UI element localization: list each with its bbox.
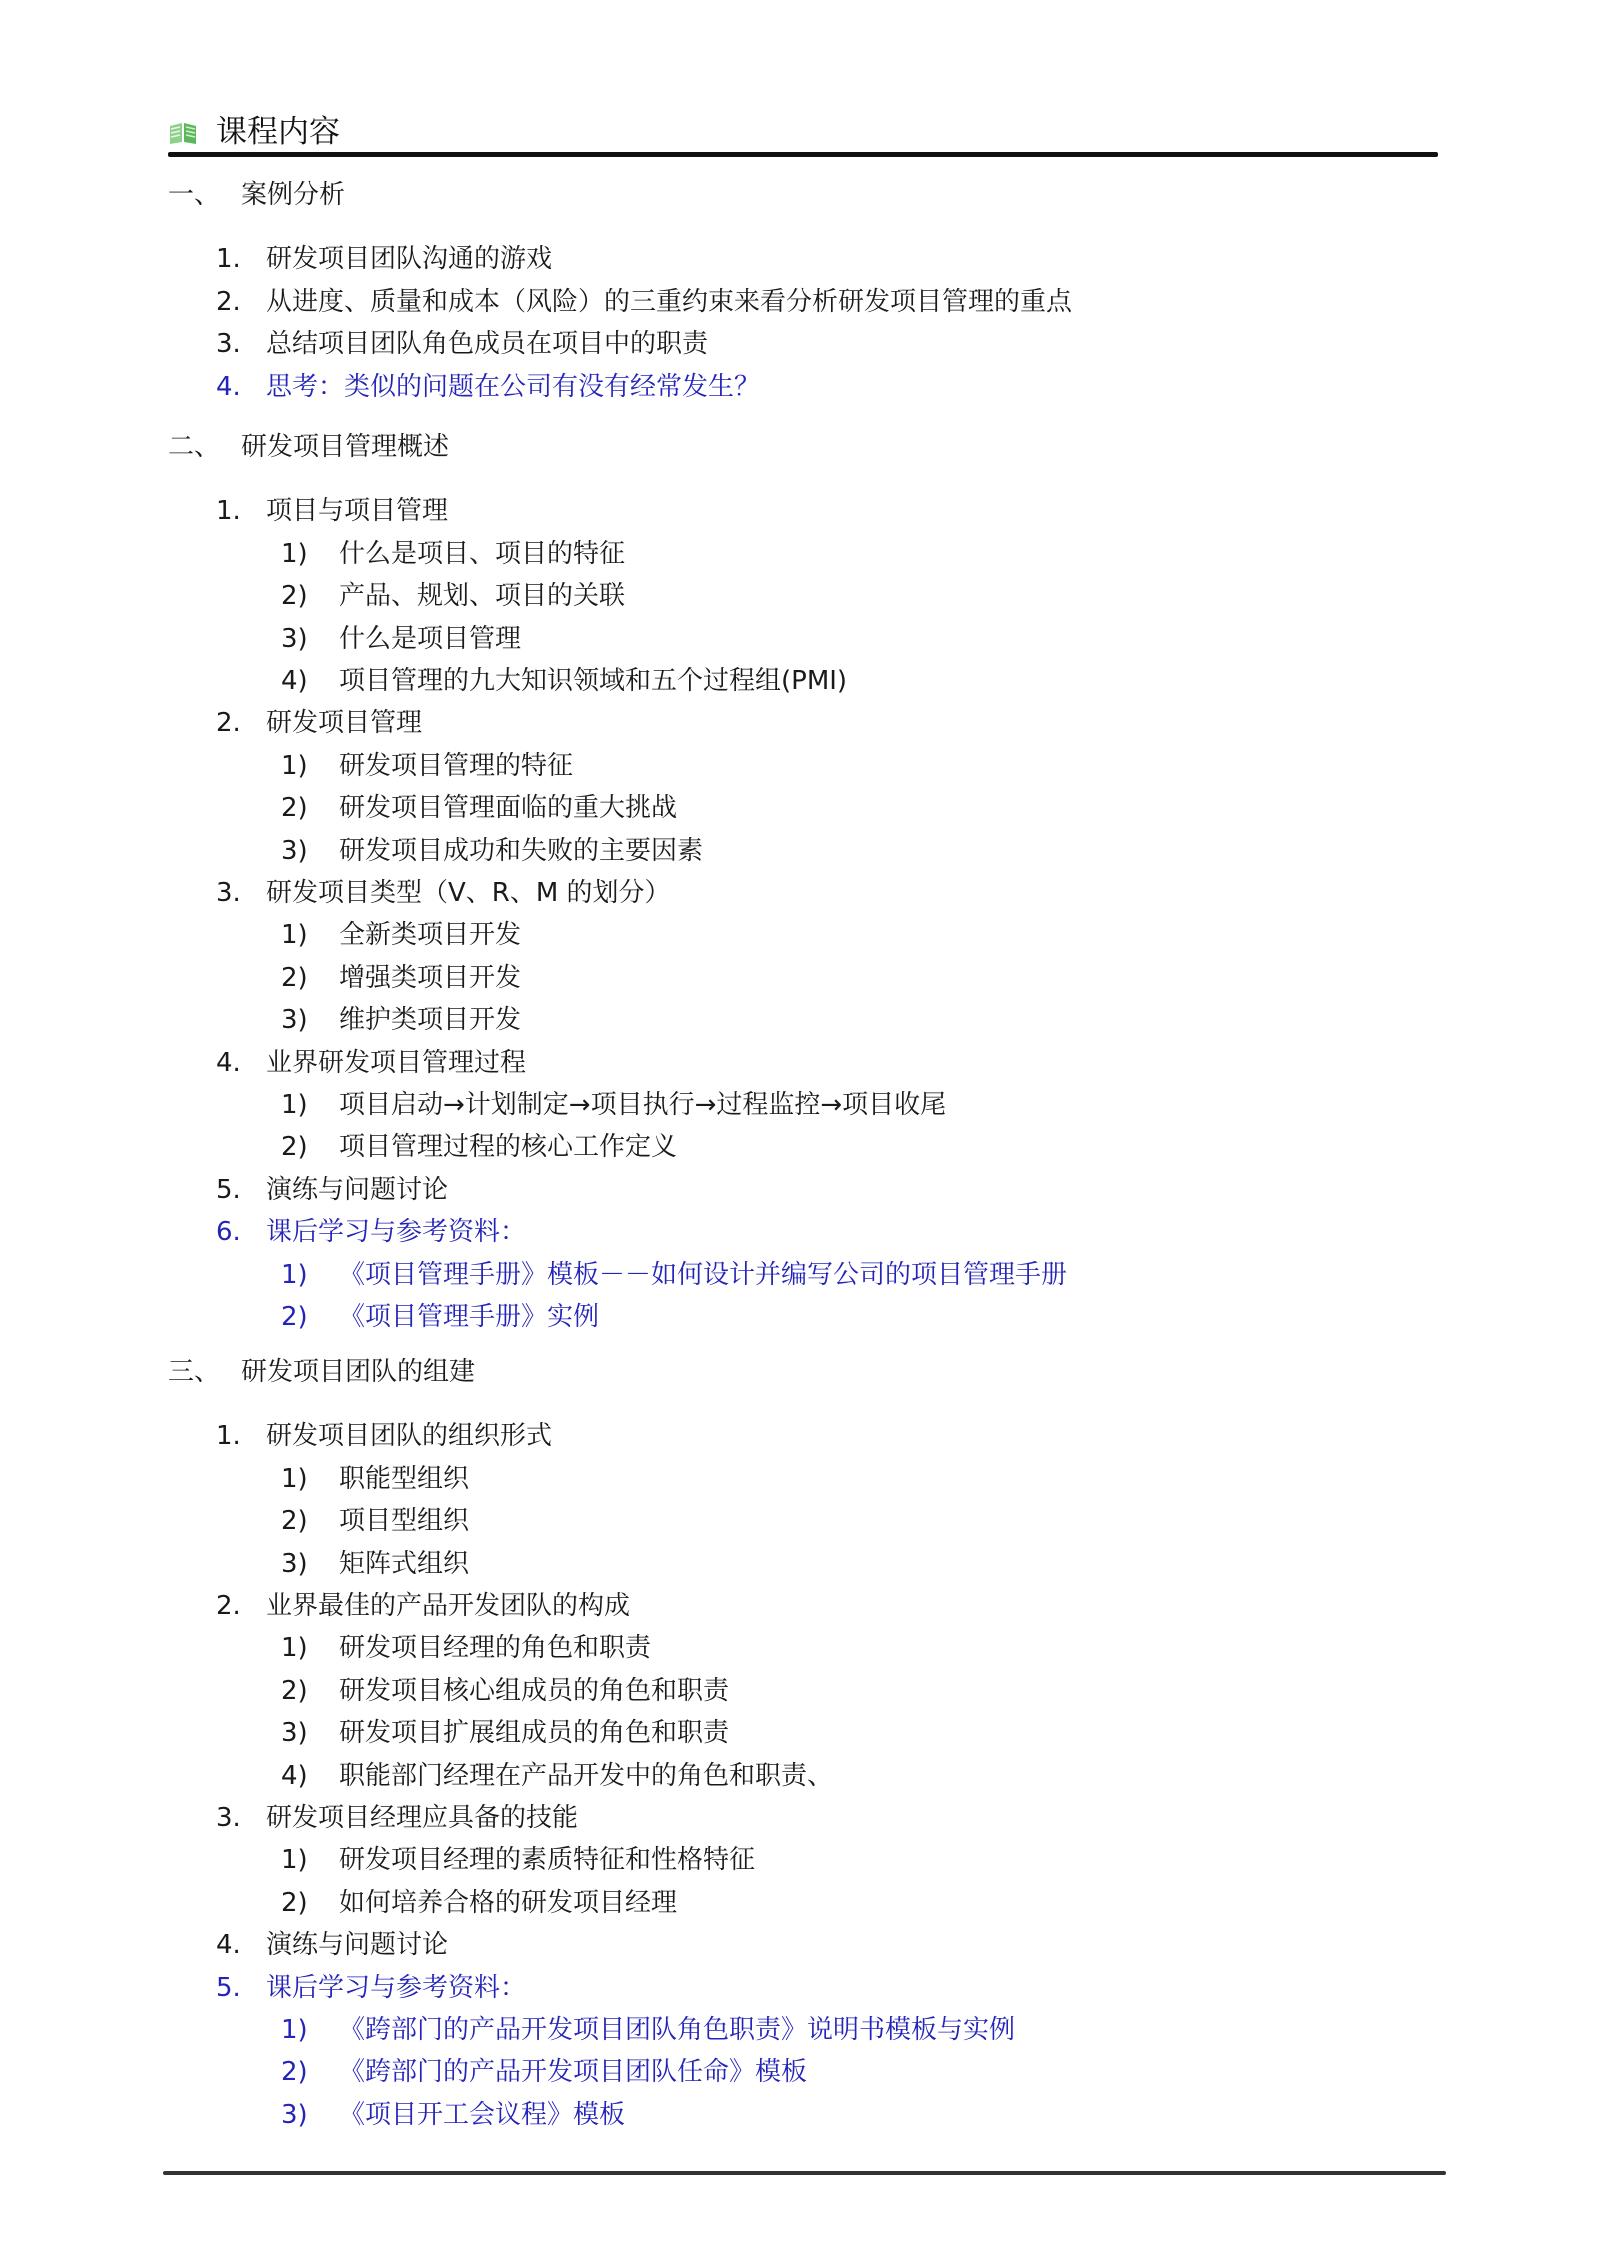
- footer-rule: [163, 2171, 1446, 2175]
- item-number: 6.: [216, 1217, 241, 1248]
- item-text: 演练与问题讨论: [266, 1174, 449, 1205]
- sub-number: 2): [281, 581, 308, 612]
- sub-number: 3): [281, 1718, 308, 1749]
- sub-text: 如何培养合格的研发项目经理: [339, 1887, 678, 1918]
- sub-number: 2): [281, 1302, 308, 1332]
- item-text: 研发项目团队沟通的游戏: [266, 244, 553, 275]
- sub-text: 《项目开工会议程》模板: [339, 2099, 626, 2130]
- sub-text: 《项目管理手册》模板－－如何设计并编写公司的项目管理手册: [339, 1259, 1068, 1290]
- sub-text: 研发项目成功和失败的主要因素: [339, 835, 704, 866]
- item-number: 2.: [216, 286, 241, 317]
- item-number: 5.: [216, 1972, 241, 2003]
- item-text: 业界最佳的产品开发团队的构成: [266, 1591, 631, 1621]
- item-number: 5.: [216, 1174, 241, 1205]
- section-number: 三、: [168, 1357, 221, 1387]
- sub-number: 1): [281, 1259, 308, 1290]
- sub-number: 1): [281, 750, 308, 781]
- item-text: 思考：类似的问题在公司有没有经常发生？: [266, 371, 761, 402]
- item-number: 1.: [216, 244, 241, 275]
- sub-number: 4): [281, 1760, 308, 1791]
- header-rule: [168, 152, 1438, 157]
- sub-text: 研发项目核心组成员的角色和职责: [339, 1675, 730, 1706]
- item-number: 3.: [216, 329, 241, 360]
- item-number: 2.: [216, 1591, 241, 1621]
- sub-text: 全新类项目开发: [339, 920, 522, 951]
- sub-number: 2): [281, 1132, 308, 1163]
- sub-number: 1): [281, 1090, 308, 1120]
- sub-text: 《跨部门的产品开发项目团队任命》模板: [339, 2057, 808, 2088]
- sub-text: 项目管理过程的核心工作定义: [339, 1132, 678, 1163]
- item-text: 研发项目类型（V、R、M 的划分）: [266, 878, 671, 908]
- section-number: 一、: [168, 180, 221, 210]
- sub-text: 《项目管理手册》实例: [339, 1302, 600, 1332]
- item-number: 3.: [216, 1803, 241, 1833]
- sub-text: 什么是项目、项目的特征: [339, 538, 626, 569]
- sub-text: 职能型组织: [339, 1463, 470, 1494]
- sub-text: 研发项目管理的特征: [339, 750, 574, 781]
- sub-text: 研发项目经理的素质特征和性格特征: [339, 1845, 756, 1876]
- item-text: 研发项目经理应具备的技能: [266, 1803, 579, 1833]
- item-number: 4.: [216, 371, 241, 402]
- sub-text: 产品、规划、项目的关联: [339, 581, 626, 612]
- page-title: 课程内容: [216, 114, 340, 150]
- item-text: 项目与项目管理: [266, 496, 449, 527]
- book-icon: [168, 120, 198, 146]
- sub-number: 1): [281, 2015, 308, 2045]
- item-text: 业界研发项目管理过程: [266, 1047, 527, 1078]
- sub-number: 3): [281, 2099, 308, 2130]
- sub-text: 项目启动→计划制定→项目执行→过程监控→项目收尾: [339, 1090, 947, 1120]
- sub-text: 研发项目扩展组成员的角色和职责: [339, 1718, 730, 1749]
- sub-number: 1): [281, 920, 308, 951]
- sub-number: 2): [281, 1887, 308, 1918]
- section-text: 研发项目管理概述: [241, 432, 450, 462]
- item-number: 4.: [216, 1047, 241, 1078]
- sub-number: 2): [281, 962, 308, 993]
- sub-text: 维护类项目开发: [339, 1005, 522, 1036]
- sub-number: 2): [281, 1506, 308, 1537]
- sub-number: 1): [281, 1463, 308, 1494]
- sub-text: 什么是项目管理: [339, 623, 522, 654]
- sub-text: 《跨部门的产品开发项目团队角色职责》说明书模板与实例: [339, 2015, 1016, 2045]
- section-text: 案例分析: [241, 180, 346, 210]
- item-number: 4.: [216, 1930, 241, 1961]
- sub-number: 2): [281, 793, 308, 824]
- sub-text: 职能部门经理在产品开发中的角色和职责、: [339, 1760, 834, 1791]
- item-text: 演练与问题讨论: [266, 1930, 449, 1961]
- sub-number: 3): [281, 1548, 308, 1579]
- sub-number: 1): [281, 1845, 308, 1876]
- page-header: [168, 112, 1438, 158]
- section-text: 研发项目团队的组建: [241, 1357, 476, 1387]
- sub-number: 3): [281, 835, 308, 866]
- sub-number: 2): [281, 2057, 308, 2088]
- item-number: 1.: [216, 496, 241, 527]
- item-text: 课后学习与参考资料：: [266, 1217, 527, 1248]
- sub-number: 2): [281, 1675, 308, 1706]
- item-text: 总结项目团队角色成员在项目中的职责: [266, 329, 709, 360]
- item-text: 研发项目管理: [266, 708, 423, 739]
- sub-text: 研发项目管理面临的重大挑战: [339, 793, 678, 824]
- sub-number: 3): [281, 1005, 308, 1036]
- item-number: 1.: [216, 1421, 241, 1452]
- sub-number: 3): [281, 623, 308, 654]
- sub-number: 1): [281, 1633, 308, 1664]
- item-number: 2.: [216, 708, 241, 739]
- sub-text: 项目型组织: [339, 1506, 470, 1537]
- sub-text: 增强类项目开发: [339, 962, 522, 993]
- item-text: 课后学习与参考资料：: [266, 1972, 527, 2003]
- item-text: 研发项目团队的组织形式: [266, 1421, 553, 1452]
- sub-text: 研发项目经理的角色和职责: [339, 1633, 652, 1664]
- item-text: 从进度、质量和成本（风险）的三重约束来看分析研发项目管理的重点: [266, 286, 1073, 317]
- sub-text: 项目管理的九大知识领域和五个过程组(PMI): [339, 666, 848, 696]
- item-number: 3.: [216, 878, 241, 908]
- sub-number: 1): [281, 538, 308, 569]
- section-number: 二、: [168, 432, 221, 462]
- sub-number: 4): [281, 666, 308, 696]
- sub-text: 矩阵式组织: [339, 1548, 470, 1579]
